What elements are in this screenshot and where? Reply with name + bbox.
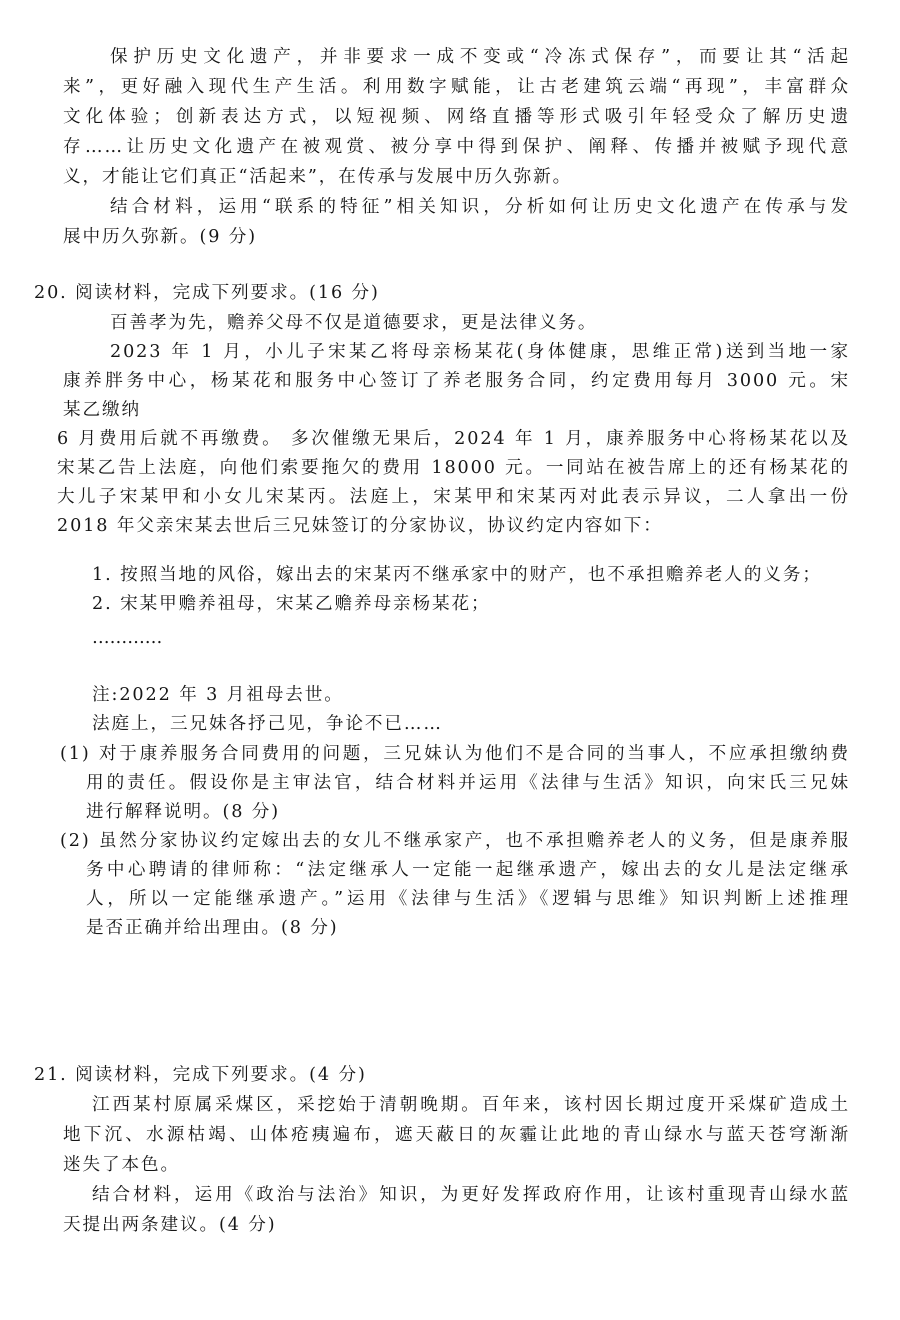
- q20-sub2-line: 务中心聘请的律师称：“法定继承人一定能一起继承遗产，嫁出去的女儿是法定继承: [86, 860, 850, 880]
- q19-material-line: 保护历史文化遗产，并非要求一成不变或“冷冻式保存”，而要让其“活起: [110, 47, 850, 67]
- q20-material-line: 百善孝为先，赡养父母不仅是道德要求，更是法律义务。: [110, 313, 598, 333]
- q19-question-line: 结合材料，运用“联系的特征”相关知识，分析如何让历史文化遗产在传承与发: [110, 197, 850, 217]
- q20-court-line: 法庭上，三兄妹各抒己见，争论不已……: [92, 714, 443, 734]
- q20-sub2-line: 是否正确并给出理由。(8 分): [86, 918, 339, 938]
- q20-material-line: 2018 年父亲宋某去世后三兄妹签订的分家协议，协议约定内容如下：: [57, 516, 663, 536]
- q19-question-line: 展中历久弥新。(9 分): [63, 227, 258, 247]
- q20-material-line: 2023 年 1 月，小儿子宋某乙将母亲杨某花(身体健康，思维正常)送到当地一家: [110, 342, 850, 362]
- q20-sub1-line: 用的责任。假设你是主审法官，结合材料并运用《法律与生活》知识，向宋氏三兄妹: [86, 773, 850, 793]
- q20-sub1-line: (1) 对于康养服务合同费用的问题，三兄妹认为他们不是合同的当事人，不应承担缴纳费: [60, 744, 850, 764]
- q19-material-line: 来”，更好融入现代生产生活。利用数字赋能，让古老建筑云端“再现”，丰富群众: [63, 77, 850, 97]
- q20-material-line: 某乙缴纳: [63, 400, 141, 420]
- q20-sub2-line: (2) 虽然分家协议约定嫁出去的女儿不继承家产，也不承担赡养老人的义务，但是康养服: [60, 831, 850, 851]
- q20-sub2-line: 人，所以一定能继承遗产。”运用《法律与生活》《逻辑与思维》知识判断上述推理: [86, 889, 850, 909]
- q20-material-line: 康养胖务中心，杨某花和服务中心签订了养老服务合同，约定费用每月 3000 元。宋: [63, 371, 850, 391]
- q21-question-line: 结合材料，运用《政治与法治》知识，为更好发挥政府作用，让该村重现青山绿水蓝: [92, 1185, 850, 1205]
- q19-material-line: 存……让历史文化遗产在被观赏、被分享中得到保护、阐释、传播并被赋予现代意: [63, 137, 850, 157]
- q20-material-line: 大儿子宋某甲和小女儿宋某丙。法庭上，宋某甲和宋某丙对此表示异议，二人拿出一份: [57, 487, 850, 507]
- q20-sub1-line: 进行解释说明。(8 分): [86, 802, 281, 822]
- q21-header: 21. 阅读材料，完成下列要求。(4 分): [34, 1065, 367, 1085]
- q21-material-line: 迷失了本色。: [63, 1155, 180, 1175]
- q20-material-line: 宋某乙告上法庭，向他们索要拖欠的费用 18000 元。一同站在被告席上的还有杨某花的: [57, 458, 850, 478]
- q19-material-line: 文化体验；创新表达方式，以短视频、网络直播等形式吸引年轻受众了解历史遗: [63, 107, 850, 127]
- q19-material-line: 义，才能让它们真正“活起来”，在传承与发展中历久弥新。: [63, 167, 573, 187]
- agreement-ellipsis: …………: [92, 628, 163, 648]
- q20-header: 20. 阅读材料，完成下列要求。(16 分): [34, 283, 380, 303]
- q20-note: 注:2022 年 3 月祖母去世。: [92, 685, 344, 705]
- q20-material-line: 6 月费用后就不再缴费。 多次催缴无果后，2024 年 1 月，康养服务中心将杨某花以及: [57, 429, 850, 449]
- agreement-item: 2. 宋某甲赡养祖母，宋某乙赡养母亲杨某花；: [92, 594, 491, 614]
- q21-question-line: 天提出两条建议。(4 分): [63, 1215, 277, 1235]
- q21-material-line: 地下沉、水源枯竭、山体疮痍遍布，遮天蔽日的灰霾让此地的青山绿水与蓝天苍穹渐渐: [63, 1125, 850, 1145]
- agreement-item: 1. 按照当地的风俗，嫁出去的宋某丙不继承家中的财产，也不承担赡养老人的义务；: [92, 565, 822, 585]
- q21-material-line: 江西某村原属采煤区，采挖始于清朝晚期。百年来，该村因长期过度开采煤矿造成土: [92, 1095, 850, 1115]
